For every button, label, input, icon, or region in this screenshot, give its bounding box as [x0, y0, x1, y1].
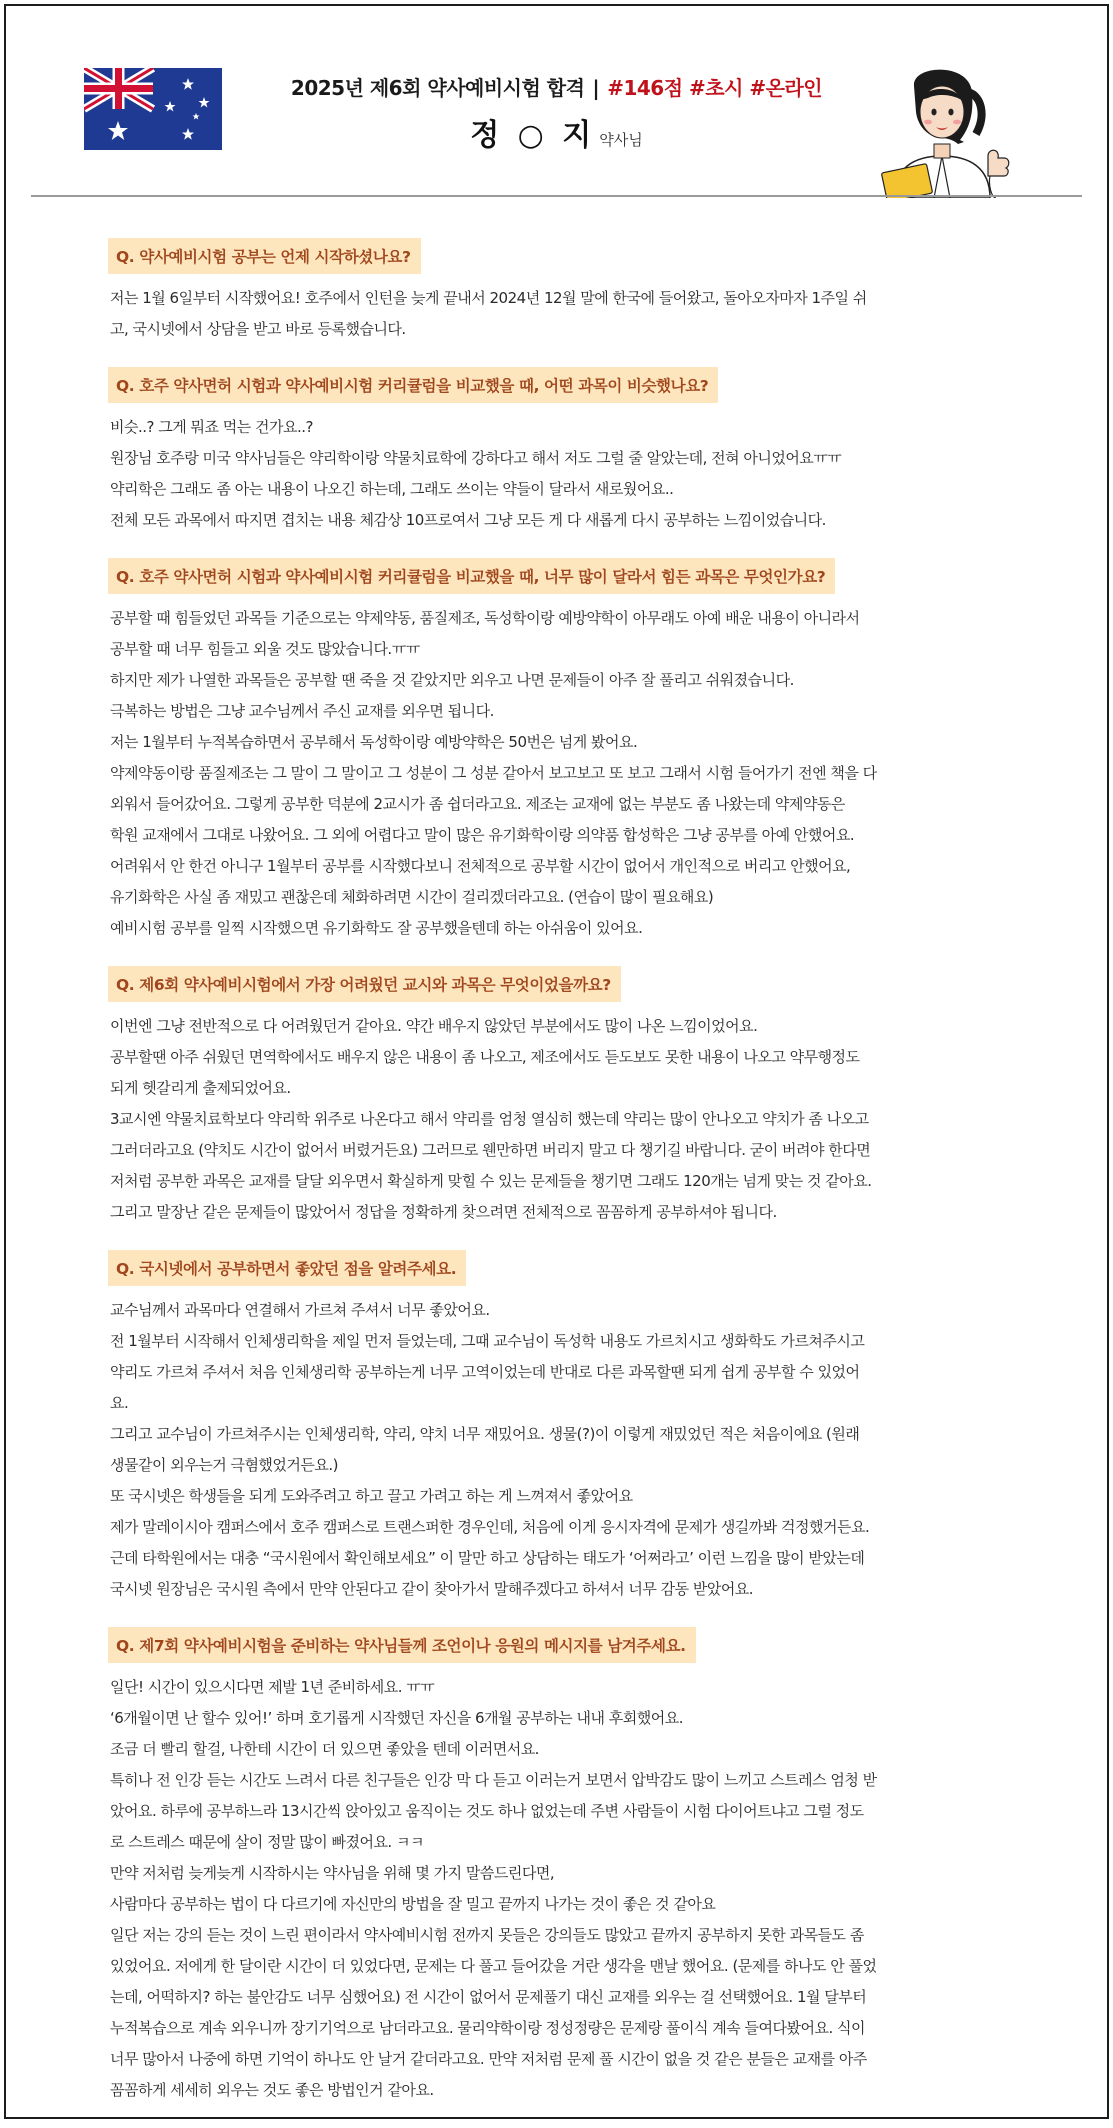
answer-line: 누적복습으로 계속 외우니까 장기기억으로 남더라고요. 물리약학이랑 정성정량은 문제랑 풀이식 계속 들여다봤어요. 식이 [110, 2019, 865, 2037]
answer-line: 외워서 들어갔어요. 그렇게 공부한 덕분에 2교시가 좀 쉽더라고요. 제조는 교재에 없는 부분도 좀 나왔는데 약제약동은 [110, 795, 845, 813]
question-heading: Q. 호주 약사면허 시험과 약사예비시험 커리큘럼을 비교했을 때, 너무 많이 달라서 힘든 과목은 무엇인가요? [108, 558, 835, 594]
answer-line: 공부할땐 아주 쉬웠던 면역학에서도 배우지 않은 내용이 좀 나오고, 제조에서도 듣도보도 못한 내용이 나오고 약무행정도 [110, 1048, 860, 1066]
answer-line: 약리학은 그래도 좀 아는 내용이 나오긴 하는데, 그래도 쓰이는 약들이 달라서 새로웠어요.. [110, 480, 674, 498]
answer-line: 그리고 말장난 같은 문제들이 많았어서 정답을 정확하게 찾으려면 전체적으로 꼼꼼하게 공부하셔야 됩니다. [110, 1203, 777, 1221]
answer-line: 만약 저처럼 늦게늦게 시작하시는 약사님을 위해 몇 가지 말씀드린다면, [110, 1864, 555, 1882]
answer-line: 너무 많아서 나중에 하면 기억이 하나도 안 날거 같더라고요. 만약 저처럼 문제 풀 시간이 없을 것 같은 분들은 교재를 아주 [110, 2050, 867, 2068]
answer-line: 전 1월부터 시작해서 인체생리학을 제일 먼저 들었는데, 그때 교수님이 독성학 내용도 가르치시고 생화학도 가르쳐주시고 [110, 1332, 865, 1350]
document-frame [4, 4, 1109, 2119]
answer-line: 꼼꼼하게 세세히 외우는 것도 좋은 방법인거 같아요. [110, 2081, 434, 2099]
answer-line: 공부할 때 너무 힘들고 외울 것도 많았습니다.ㅠㅠ [110, 640, 420, 658]
answer-line: 교수님께서 과목마다 연결해서 가르쳐 주셔서 너무 좋았어요. [110, 1301, 490, 1319]
header-divider [31, 195, 1082, 197]
answer-line: 조금 더 빨리 할걸, 나한테 시간이 더 있으면 좋았을 텐데 이러면서요. [110, 1740, 539, 1758]
pharmacist-illustration-icon [864, 56, 1024, 198]
answer-line: 았어요. 하루에 공부하느라 13시간씩 앉아있고 움직이는 것도 하나 없었는데 주변 사람들이 시험 다이어트냐고 그럴 정도 [110, 1802, 864, 1820]
answer-line: 그러더라고요 (약치도 시간이 없어서 버렸거든요) 그러므로 웬만하면 버리지 말고 다 챙기길 바랍니다. 굳이 버려야 한다면 [110, 1141, 871, 1159]
answer-line: 요. [110, 1394, 129, 1412]
answer-line: 비슷..? 그게 뭐죠 먹는 건가요..? [110, 418, 313, 436]
title-text: 2025년 제6회 약사예비시험 합격 [290, 76, 585, 100]
answer-line: 이번엔 그냥 전반적으로 다 어려웠던거 같아요. 약간 배우지 않았던 부분에서도 많이 나온 느낌이었어요. [110, 1017, 758, 1035]
qa-section [110, 558, 1015, 944]
answer-line: 근데 타학원에서는 대충 “국시원에서 확인해보세요” 이 말만 하고 상담하는 태도가 ‘어쩌라고’ 이런 느낌을 많이 받았는데 [110, 1549, 865, 1567]
answer-line: 는데, 어떡하지? 하는 불안감도 너무 심했어요) 전 시간이 없어서 문제풀기 대신 교재를 외우는 걸 선택했어요. 1월 달부터 [110, 1988, 867, 2006]
answer-line: 저처럼 공부한 과목은 교재를 달달 외우면서 확실하게 맞힐 수 있는 문제들을 챙기면 그래도 120개는 넘게 맞는 것 같아요. [110, 1172, 872, 1190]
answer-line: 3교시엔 약물치료학보다 약리학 위주로 나온다고 해서 약리를 엄청 열심히 했는데 약리는 많이 안나오고 약치가 좀 나오고 [110, 1110, 869, 1128]
header [6, 6, 1107, 196]
answer-line: 하지만 제가 나열한 과목들은 공부할 땐 죽을 것 같았지만 외우고 나면 문제들이 아주 잘 풀리고 쉬워졌습니다. [110, 671, 794, 689]
answer-line: 생물같이 외우는거 극혐했었거든요.) [110, 1456, 339, 1474]
question-heading: Q. 제6회 약사예비시험에서 가장 어려웠던 교시와 과목은 무엇이었을까요? [108, 966, 621, 1002]
answer-line: 일단 저는 강의 듣는 것이 느린 편이라서 약사예비시험 전까지 못들은 강의들도 많았고 끝까지 공부하지 못한 과목들도 좀 [110, 1926, 864, 1944]
answer-body [110, 1295, 1015, 1605]
question-heading: Q. 제7회 약사예비시험을 준비하는 약사님들께 조언이나 응원의 메시지를 남겨주세요. [108, 1627, 696, 1663]
answer-body [110, 283, 1015, 345]
answer-line: 원장님 호주랑 미국 약사님들은 약리학이랑 약물치료학에 강하다고 해서 저도 그럴 줄 알았는데, 전혀 아니었어요ㅠㅠ [110, 449, 842, 467]
interview-content [110, 238, 1015, 2128]
answer-line: 약리도 가르쳐 주셔서 처음 인체생리학 공부하는게 너무 고역이었는데 반대로 다른 과목할땐 되게 쉽게 공부할 수 있었어 [110, 1363, 860, 1381]
answer-line: ‘6개월이면 난 할수 있어!’ 하며 호기롭게 시작했던 자신을 6개월 공부하는 내내 후회했어요. [110, 1709, 684, 1727]
answer-line: 예비시험 공부를 일찍 시작했으면 유기화학도 잘 공부했을텐데 하는 아쉬움이 있어요. [110, 919, 643, 937]
question-heading: Q. 국시넷에서 공부하면서 좋았던 점을 알려주세요. [108, 1250, 466, 1286]
answer-line: 극복하는 방법은 그냥 교수님께서 주신 교재를 외우면 됩니다. [110, 702, 494, 720]
answer-line: 사람마다 공부하는 법이 다 다르기에 자신만의 방법을 잘 밀고 끝까지 나가는 것이 좋은 것 같아요 [110, 1895, 716, 1913]
answer-line: 약제약동이랑 품질제조는 그 말이 그 말이고 그 성분이 그 성분 같아서 보고보고 또 보고 그래서 시험 들어가기 전엔 책을 다 [110, 764, 877, 782]
author-name: 정 ○ 지 [470, 118, 596, 153]
answer-line: 학원 교재에서 그대로 나왔어요. 그 외에 어렵다고 말이 많은 유기화학이랑 의약품 합성학은 그냥 공부를 아예 안했어요. [110, 826, 855, 844]
answer-body [110, 1672, 1015, 2106]
qa-section [110, 238, 1015, 345]
qa-section [110, 1250, 1015, 1605]
qa-section [110, 966, 1015, 1228]
title-separator: | [592, 76, 600, 100]
answer-line: 저는 1월 6일부터 시작했어요! 호주에서 인턴을 늦게 끝내서 2024년 12월 말에 한국에 들어왔고, 돌아오자마자 1주일 쉬 [110, 289, 867, 307]
answer-line: 되게 헷갈리게 출제되었어요. [110, 1079, 291, 1097]
answer-body [110, 412, 1015, 536]
answer-line: 로 스트레스 때문에 살이 정말 많이 빠졌어요. ㅋㅋ [110, 1833, 424, 1851]
answer-line: 또 국시넷은 학생들을 되게 도와주려고 하고 끌고 가려고 하는 게 느껴져서 좋았어요 [110, 1487, 633, 1505]
qa-section [110, 367, 1015, 536]
answer-line: 일단! 시간이 있으시다면 제발 1년 준비하세요. ㅠㅠ [110, 1678, 435, 1696]
answer-line: 제가 말레이시아 캠퍼스에서 호주 캠퍼스로 트랜스퍼한 경우인데, 처음에 이게 응시자격에 문제가 생길까봐 걱정했거든요. [110, 1518, 870, 1536]
answer-line: 유기화학은 사실 좀 재밌고 괜찮은데 체화하려면 시간이 걸리겠더라고요. (연습이 많이 필요해요) [110, 888, 714, 906]
author-suffix: 약사님 [599, 131, 643, 149]
answer-line: 고, 국시넷에서 상담을 받고 바로 등록했습니다. [110, 320, 406, 338]
question-heading: Q. 호주 약사면허 시험과 약사예비시험 커리큘럼을 비교했을 때, 어떤 과목이 비슷했나요? [108, 367, 718, 403]
answer-body [110, 1011, 1015, 1228]
answer-line: 있었어요. 저에게 한 달이란 시간이 더 있었다면, 문제는 다 풀고 들어갔을 거란 생각을 맨날 했어요. (문제를 하나도 안 풀었 [110, 1957, 877, 1975]
title-tags: #146점 #초시 #온라인 [607, 76, 823, 100]
answer-line: 국시넷 원장님은 국시원 측에서 만약 안된다고 같이 찾아가서 말해주겠다고 하셔서 너무 감동 받았어요. [110, 1580, 754, 1598]
answer-line: 특히나 전 인강 듣는 시간도 느려서 다른 친구들은 인강 막 다 듣고 이러는거 보면서 압박감도 많이 느끼고 스트레스 엄청 받 [110, 1771, 877, 1789]
answer-line: 공부할 때 힘들었던 과목들 기준으로는 약제약동, 품질제조, 독성학이랑 예방약학이 아무래도 아예 배운 내용이 아니라서 [110, 609, 860, 627]
answer-line: 전체 모든 과목에서 따지면 겹치는 내용 체감상 10프로여서 그냥 모든 게 다 새롭게 다시 공부하는 느낌이었습니다. [110, 511, 826, 529]
answer-line: 저는 1월부터 누적복습하면서 공부해서 독성학이랑 예방약학은 50번은 넘게 봤어요. [110, 733, 638, 751]
answer-line: 어려워서 안 한건 아니구 1월부터 공부를 시작했다보니 전체적으로 공부할 시간이 없어서 개인적으로 버리고 안했어요, [110, 857, 851, 875]
answer-body [110, 603, 1015, 944]
qa-section [110, 1627, 1015, 2106]
question-heading: Q. 약사예비시험 공부는 언제 시작하셨나요? [108, 238, 421, 274]
answer-line: 그리고 교수님이 가르쳐주시는 인체생리학, 약리, 약치 너무 재밌어요. 생물(?)이 이렇게 재밌었던 적은 처음이에요 (원래 [110, 1425, 860, 1443]
